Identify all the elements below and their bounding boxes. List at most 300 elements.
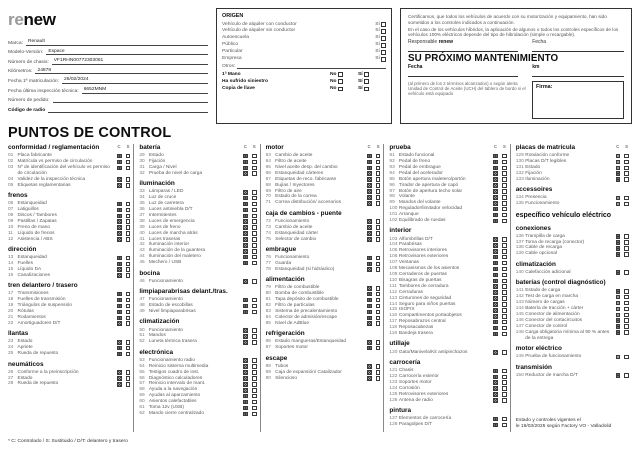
checkbox-controlado[interactable] (243, 304, 248, 309)
checkbox-sustituido[interactable] (126, 262, 131, 267)
checkbox-controlado[interactable] (616, 202, 621, 207)
checkbox-sustituido[interactable] (502, 350, 507, 355)
checkbox-controlado[interactable] (117, 231, 122, 236)
checkbox-sustituido[interactable] (126, 231, 131, 236)
checkbox-controlado[interactable] (493, 207, 498, 212)
checkbox-sustituido[interactable] (376, 346, 381, 351)
origen-no-checkbox[interactable] (338, 87, 343, 92)
checkbox-sustituido[interactable] (502, 267, 507, 272)
checkbox-sustituido[interactable] (126, 219, 131, 224)
checkbox-controlado[interactable] (243, 334, 248, 339)
checkbox-controlado[interactable] (117, 346, 122, 351)
checkbox-controlado[interactable] (117, 262, 122, 267)
checkbox-controlado[interactable] (493, 332, 498, 337)
checkbox-sustituido[interactable] (252, 261, 257, 266)
checkbox-controlado[interactable] (367, 171, 372, 176)
checkbox-sustituido[interactable] (502, 207, 507, 212)
checkbox-sustituido[interactable] (376, 292, 381, 297)
checkbox-controlado[interactable] (616, 160, 621, 165)
checkbox-sustituido[interactable] (126, 202, 131, 207)
checkbox-controlado[interactable] (493, 392, 498, 397)
checkbox-sustituido[interactable] (502, 332, 507, 337)
checkbox-sustituido[interactable] (376, 262, 381, 267)
checkbox-controlado[interactable] (117, 214, 122, 219)
checkbox-sustituido[interactable] (376, 183, 381, 188)
checkbox-controlado[interactable] (616, 166, 621, 171)
checkbox-controlado[interactable] (117, 154, 122, 159)
checkbox-sustituido[interactable] (126, 160, 131, 165)
checkbox-controlado[interactable] (493, 177, 498, 182)
checkbox-controlado[interactable] (493, 219, 498, 224)
checkbox-sustituido[interactable] (502, 237, 507, 242)
checkbox-controlado[interactable] (367, 286, 372, 291)
checkbox-controlado[interactable] (367, 376, 372, 381)
checkbox-sustituido[interactable] (624, 240, 629, 245)
checkbox-controlado[interactable] (243, 406, 248, 411)
checkbox-controlado[interactable] (117, 256, 122, 261)
checkbox-controlado[interactable] (367, 166, 372, 171)
checkbox-controlado[interactable] (493, 160, 498, 165)
checkbox-controlado[interactable] (367, 154, 372, 159)
checkbox-controlado[interactable] (616, 295, 621, 300)
checkbox-sustituido[interactable] (502, 201, 507, 206)
checkbox-controlado[interactable] (493, 166, 498, 171)
checkbox-sustituido[interactable] (252, 196, 257, 201)
checkbox-sustituido[interactable] (126, 177, 131, 182)
checkbox-controlado[interactable] (367, 364, 372, 369)
checkbox-controlado[interactable] (243, 310, 248, 315)
checkbox-sustituido[interactable] (252, 255, 257, 260)
checkbox-sustituido[interactable] (624, 270, 629, 275)
checkbox-controlado[interactable] (117, 183, 122, 188)
checkbox-sustituido[interactable] (502, 290, 507, 295)
checkbox-controlado[interactable] (367, 310, 372, 315)
checkbox-sustituido[interactable] (126, 340, 131, 345)
checkbox-controlado[interactable] (616, 373, 621, 378)
checkbox-controlado[interactable] (243, 364, 248, 369)
checkbox-sustituido[interactable] (502, 314, 507, 319)
checkbox-controlado[interactable] (243, 171, 248, 176)
checkbox-sustituido[interactable] (252, 249, 257, 254)
checkbox-sustituido[interactable] (126, 292, 131, 297)
checkbox-controlado[interactable] (243, 370, 248, 375)
checkbox-sustituido[interactable] (376, 237, 381, 242)
checkbox-controlado[interactable] (493, 302, 498, 307)
responsable-fill-line[interactable] (408, 45, 518, 52)
checkbox-sustituido[interactable] (252, 412, 257, 417)
checkbox-sustituido[interactable] (126, 382, 131, 387)
checkbox-sustituido[interactable] (624, 324, 629, 329)
checkbox-controlado[interactable] (117, 304, 122, 309)
checkbox-sustituido[interactable] (376, 316, 381, 321)
checkbox-sustituido[interactable] (252, 279, 257, 284)
checkbox-controlado[interactable] (117, 177, 122, 182)
vehicle-field-value[interactable] (48, 111, 208, 113)
checkbox-sustituido[interactable] (502, 249, 507, 254)
checkbox-sustituido[interactable] (126, 183, 131, 188)
checkbox-sustituido[interactable] (502, 369, 507, 374)
checkbox-controlado[interactable] (616, 154, 621, 159)
checkbox-controlado[interactable] (493, 213, 498, 218)
checkbox-sustituido[interactable] (502, 213, 507, 218)
checkbox-sustituido[interactable] (376, 160, 381, 165)
checkbox-sustituido[interactable] (502, 308, 507, 313)
checkbox-sustituido[interactable] (376, 171, 381, 176)
checkbox-controlado[interactable] (367, 292, 372, 297)
checkbox-controlado[interactable] (493, 296, 498, 301)
checkbox-sustituido[interactable] (376, 256, 381, 261)
checkbox-sustituido[interactable] (376, 225, 381, 230)
checkbox-sustituido[interactable] (126, 321, 131, 326)
checkbox-controlado[interactable] (117, 376, 122, 381)
checkbox-sustituido[interactable] (624, 330, 629, 335)
origen-si-checkbox[interactable] (381, 29, 386, 34)
origen-si-checkbox[interactable] (381, 50, 386, 55)
checkbox-controlado[interactable] (243, 279, 248, 284)
checkbox-sustituido[interactable] (252, 370, 257, 375)
origen-si-checkbox[interactable] (381, 36, 386, 41)
checkbox-sustituido[interactable] (502, 398, 507, 403)
checkbox-controlado[interactable] (243, 382, 248, 387)
checkbox-sustituido[interactable] (624, 234, 629, 239)
checkbox-sustituido[interactable] (126, 256, 131, 261)
checkbox-controlado[interactable] (493, 267, 498, 272)
checkbox-controlado[interactable] (243, 202, 248, 207)
checkbox-controlado[interactable] (367, 225, 372, 230)
checkbox-sustituido[interactable] (376, 321, 381, 326)
checkbox-sustituido[interactable] (502, 171, 507, 176)
checkbox-sustituido[interactable] (624, 307, 629, 312)
checkbox-controlado[interactable] (616, 252, 621, 257)
checkbox-sustituido[interactable] (502, 284, 507, 289)
maintenance-fecha-fill-line[interactable] (408, 70, 518, 77)
checkbox-controlado[interactable] (493, 261, 498, 266)
checkbox-controlado[interactable] (243, 394, 248, 399)
origen-si-checkbox[interactable] (381, 22, 386, 27)
checkbox-sustituido[interactable] (376, 189, 381, 194)
checkbox-controlado[interactable] (243, 255, 248, 260)
checkbox-controlado[interactable] (243, 358, 248, 363)
checkbox-sustituido[interactable] (624, 295, 629, 300)
checkbox-sustituido[interactable] (624, 246, 629, 251)
checkbox-controlado[interactable] (243, 196, 248, 201)
vehicle-field-value[interactable]: 24878 (35, 68, 208, 75)
checkbox-sustituido[interactable] (126, 352, 131, 357)
checkbox-controlado[interactable] (117, 225, 122, 230)
checkbox-sustituido[interactable] (126, 154, 131, 159)
checkbox-sustituido[interactable] (624, 160, 629, 165)
checkbox-sustituido[interactable] (126, 214, 131, 219)
checkbox-controlado[interactable] (493, 326, 498, 331)
checkbox-sustituido[interactable] (376, 177, 381, 182)
origen-no-checkbox[interactable] (338, 72, 343, 77)
checkbox-sustituido[interactable] (252, 406, 257, 411)
checkbox-controlado[interactable] (493, 350, 498, 355)
checkbox-sustituido[interactable] (252, 388, 257, 393)
checkbox-controlado[interactable] (493, 171, 498, 176)
checkbox-sustituido[interactable] (624, 177, 629, 182)
checkbox-controlado[interactable] (117, 273, 122, 278)
checkbox-sustituido[interactable] (252, 394, 257, 399)
origen-si-checkbox[interactable] (364, 72, 369, 77)
checkbox-sustituido[interactable] (376, 370, 381, 375)
checkbox-sustituido[interactable] (502, 160, 507, 165)
checkbox-controlado[interactable] (493, 189, 498, 194)
checkbox-controlado[interactable] (243, 243, 248, 248)
checkbox-controlado[interactable] (493, 314, 498, 319)
checkbox-controlado[interactable] (367, 370, 372, 375)
checkbox-sustituido[interactable] (624, 318, 629, 323)
checkbox-sustituido[interactable] (502, 326, 507, 331)
checkbox-controlado[interactable] (243, 154, 248, 159)
checkbox-sustituido[interactable] (502, 195, 507, 200)
checkbox-sustituido[interactable] (502, 302, 507, 307)
checkbox-sustituido[interactable] (252, 304, 257, 309)
checkbox-sustituido[interactable] (624, 313, 629, 318)
checkbox-sustituido[interactable] (502, 219, 507, 224)
checkbox-controlado[interactable] (117, 298, 122, 303)
origen-si-checkbox[interactable] (381, 57, 386, 62)
checkbox-controlado[interactable] (616, 330, 621, 335)
vehicle-field-value[interactable]: 6652MNM (82, 87, 208, 94)
checkbox-sustituido[interactable] (624, 202, 629, 207)
checkbox-sustituido[interactable] (252, 214, 257, 219)
checkbox-controlado[interactable] (493, 423, 498, 428)
vehicle-field-value[interactable]: Renault (26, 39, 208, 46)
checkbox-sustituido[interactable] (376, 219, 381, 224)
checkbox-sustituido[interactable] (376, 154, 381, 159)
checkbox-sustituido[interactable] (252, 243, 257, 248)
checkbox-controlado[interactable] (493, 201, 498, 206)
checkbox-controlado[interactable] (117, 382, 122, 387)
checkbox-controlado[interactable] (117, 340, 122, 345)
checkbox-sustituido[interactable] (126, 316, 131, 321)
km-fill-line[interactable] (532, 70, 624, 77)
checkbox-sustituido[interactable] (502, 273, 507, 278)
checkbox-sustituido[interactable] (126, 304, 131, 309)
firma-box[interactable] (532, 81, 624, 119)
checkbox-controlado[interactable] (367, 201, 372, 206)
checkbox-controlado[interactable] (243, 376, 248, 381)
checkbox-sustituido[interactable] (624, 166, 629, 171)
checkbox-sustituido[interactable] (376, 267, 381, 272)
checkbox-sustituido[interactable] (624, 171, 629, 176)
origen-no-checkbox[interactable] (338, 79, 343, 84)
checkbox-controlado[interactable] (616, 246, 621, 251)
checkbox-controlado[interactable] (243, 237, 248, 242)
checkbox-sustituido[interactable] (252, 154, 257, 159)
checkbox-sustituido[interactable] (252, 382, 257, 387)
checkbox-sustituido[interactable] (502, 392, 507, 397)
checkbox-controlado[interactable] (367, 262, 372, 267)
checkbox-sustituido[interactable] (502, 166, 507, 171)
checkbox-sustituido[interactable] (502, 320, 507, 325)
checkbox-sustituido[interactable] (624, 373, 629, 378)
checkbox-sustituido[interactable] (252, 376, 257, 381)
checkbox-sustituido[interactable] (502, 423, 507, 428)
origen-si-checkbox[interactable] (381, 43, 386, 48)
checkbox-controlado[interactable] (367, 256, 372, 261)
checkbox-controlado[interactable] (616, 355, 621, 360)
fecha-fill-line[interactable] (532, 45, 624, 52)
checkbox-sustituido[interactable] (252, 237, 257, 242)
checkbox-sustituido[interactable] (502, 183, 507, 188)
checkbox-controlado[interactable] (367, 183, 372, 188)
checkbox-controlado[interactable] (493, 417, 498, 422)
checkbox-sustituido[interactable] (502, 261, 507, 266)
checkbox-controlado[interactable] (243, 225, 248, 230)
vehicle-field-value[interactable] (53, 102, 208, 104)
checkbox-controlado[interactable] (117, 160, 122, 165)
checkbox-controlado[interactable] (243, 249, 248, 254)
checkbox-sustituido[interactable] (126, 267, 131, 272)
checkbox-controlado[interactable] (367, 189, 372, 194)
checkbox-controlado[interactable] (243, 340, 248, 345)
checkbox-controlado[interactable] (117, 267, 122, 272)
checkbox-sustituido[interactable] (624, 196, 629, 201)
checkbox-controlado[interactable] (493, 249, 498, 254)
checkbox-sustituido[interactable] (376, 376, 381, 381)
checkbox-controlado[interactable] (367, 340, 372, 345)
checkbox-sustituido[interactable] (252, 160, 257, 165)
checkbox-sustituido[interactable] (624, 355, 629, 360)
checkbox-controlado[interactable] (117, 316, 122, 321)
checkbox-sustituido[interactable] (252, 166, 257, 171)
checkbox-sustituido[interactable] (126, 346, 131, 351)
checkbox-controlado[interactable] (367, 219, 372, 224)
checkbox-sustituido[interactable] (376, 310, 381, 315)
checkbox-controlado[interactable] (117, 219, 122, 224)
checkbox-controlado[interactable] (243, 214, 248, 219)
checkbox-controlado[interactable] (367, 195, 372, 200)
vehicle-field-value[interactable]: 26/02/2024 (62, 77, 208, 84)
checkbox-controlado[interactable] (616, 324, 621, 329)
checkbox-controlado[interactable] (493, 308, 498, 313)
checkbox-sustituido[interactable] (252, 310, 257, 315)
checkbox-sustituido[interactable] (376, 201, 381, 206)
checkbox-sustituido[interactable] (126, 298, 131, 303)
vehicle-field-value[interactable]: Espace (46, 49, 208, 56)
checkbox-controlado[interactable] (367, 160, 372, 165)
checkbox-controlado[interactable] (616, 301, 621, 306)
checkbox-controlado[interactable] (493, 237, 498, 242)
checkbox-sustituido[interactable] (126, 310, 131, 315)
checkbox-sustituido[interactable] (502, 386, 507, 391)
checkbox-sustituido[interactable] (252, 298, 257, 303)
checkbox-controlado[interactable] (117, 310, 122, 315)
checkbox-controlado[interactable] (493, 273, 498, 278)
checkbox-controlado[interactable] (367, 304, 372, 309)
checkbox-sustituido[interactable] (252, 364, 257, 369)
checkbox-controlado[interactable] (493, 195, 498, 200)
checkbox-sustituido[interactable] (252, 358, 257, 363)
checkbox-controlado[interactable] (493, 380, 498, 385)
checkbox-controlado[interactable] (493, 183, 498, 188)
checkbox-sustituido[interactable] (502, 380, 507, 385)
checkbox-controlado[interactable] (616, 307, 621, 312)
checkbox-controlado[interactable] (117, 202, 122, 207)
checkbox-controlado[interactable] (243, 166, 248, 171)
checkbox-controlado[interactable] (243, 400, 248, 405)
checkbox-sustituido[interactable] (252, 225, 257, 230)
checkbox-sustituido[interactable] (624, 301, 629, 306)
checkbox-sustituido[interactable] (252, 334, 257, 339)
checkbox-controlado[interactable] (367, 346, 372, 351)
checkbox-controlado[interactable] (493, 386, 498, 391)
checkbox-sustituido[interactable] (502, 417, 507, 422)
checkbox-controlado[interactable] (243, 190, 248, 195)
checkbox-controlado[interactable] (243, 160, 248, 165)
checkbox-controlado[interactable] (367, 298, 372, 303)
checkbox-sustituido[interactable] (126, 208, 131, 213)
checkbox-sustituido[interactable] (252, 171, 257, 176)
checkbox-controlado[interactable] (493, 255, 498, 260)
checkbox-sustituido[interactable] (624, 252, 629, 257)
checkbox-sustituido[interactable] (376, 304, 381, 309)
checkbox-sustituido[interactable] (252, 340, 257, 345)
checkbox-controlado[interactable] (117, 370, 122, 375)
checkbox-controlado[interactable] (616, 234, 621, 239)
origen-si-checkbox[interactable] (364, 79, 369, 84)
checkbox-controlado[interactable] (616, 313, 621, 318)
checkbox-controlado[interactable] (117, 321, 122, 326)
checkbox-controlado[interactable] (243, 261, 248, 266)
checkbox-sustituido[interactable] (252, 328, 257, 333)
checkbox-sustituido[interactable] (252, 400, 257, 405)
checkbox-controlado[interactable] (243, 298, 248, 303)
checkbox-sustituido[interactable] (126, 370, 131, 375)
checkbox-sustituido[interactable] (502, 154, 507, 159)
checkbox-controlado[interactable] (616, 240, 621, 245)
checkbox-sustituido[interactable] (376, 166, 381, 171)
checkbox-sustituido[interactable] (126, 166, 131, 171)
checkbox-controlado[interactable] (367, 237, 372, 242)
checkbox-controlado[interactable] (243, 231, 248, 236)
checkbox-sustituido[interactable] (252, 208, 257, 213)
vehicle-field-value[interactable]: VF1RHN00772303061 (52, 58, 208, 65)
checkbox-sustituido[interactable] (126, 273, 131, 278)
checkbox-controlado[interactable] (243, 412, 248, 417)
otros-fill-line[interactable] (237, 64, 386, 69)
checkbox-sustituido[interactable] (376, 231, 381, 236)
checkbox-sustituido[interactable] (252, 190, 257, 195)
checkbox-controlado[interactable] (367, 231, 372, 236)
checkbox-sustituido[interactable] (502, 189, 507, 194)
checkbox-sustituido[interactable] (252, 231, 257, 236)
checkbox-sustituido[interactable] (126, 225, 131, 230)
checkbox-controlado[interactable] (493, 290, 498, 295)
checkbox-sustituido[interactable] (376, 364, 381, 369)
checkbox-controlado[interactable] (367, 321, 372, 326)
checkbox-controlado[interactable] (493, 243, 498, 248)
checkbox-controlado[interactable] (243, 388, 248, 393)
checkbox-controlado[interactable] (117, 166, 122, 171)
checkbox-controlado[interactable] (616, 171, 621, 176)
checkbox-controlado[interactable] (243, 219, 248, 224)
checkbox-controlado[interactable] (616, 270, 621, 275)
checkbox-sustituido[interactable] (624, 154, 629, 159)
checkbox-sustituido[interactable] (624, 289, 629, 294)
checkbox-controlado[interactable] (117, 208, 122, 213)
origen-si-checkbox[interactable] (364, 87, 369, 92)
checkbox-controlado[interactable] (367, 177, 372, 182)
checkbox-sustituido[interactable] (252, 202, 257, 207)
checkbox-controlado[interactable] (493, 284, 498, 289)
checkbox-controlado[interactable] (117, 292, 122, 297)
checkbox-controlado[interactable] (493, 279, 498, 284)
checkbox-controlado[interactable] (493, 369, 498, 374)
checkbox-controlado[interactable] (117, 237, 122, 242)
